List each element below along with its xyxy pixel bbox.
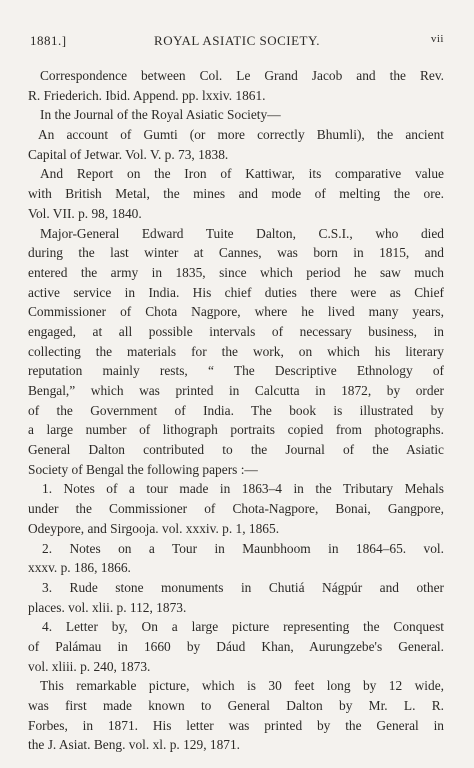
text-line: of Palámau in 1660 by Dáud Khan, Aurungzebe's General. (28, 638, 444, 654)
text-line: vol. xliii. p. 240, 1873. (28, 658, 151, 674)
text-line: the J. Asiat. Beng. vol. xl. p. 129, 1871. (28, 737, 241, 753)
text-line: places. vol. xlii. p. 112, 1873. (28, 599, 187, 615)
text-line: Correspondence between Col. Le Grand Jacob and the Rev. (40, 68, 444, 83)
text-line: Major-General Edward Tuite Dalton, C.S.I., who died (40, 225, 444, 241)
text-line: Commissioner of Chota Nagpore, where he lived many years, (28, 304, 444, 320)
page-body (28, 66, 444, 755)
text-line: entered the army in 1835, since which period he saw much (28, 264, 444, 280)
text-line: engaged, at all possible intervals of necessary business, in (28, 323, 444, 339)
text-line: under the Commissioner of Chota-Nagpore, Bonai, Gangpore, (28, 501, 444, 517)
text-line: a large number of lithograph portraits copied from photographs. (28, 422, 444, 438)
text-line: 1. Notes of a tour made in 1863–4 in the Tributary Mehals (42, 481, 444, 497)
text-line: In the Journal of the Royal Asiatic Society— (40, 107, 281, 123)
text-line: active service in India. His chief duties there were as Chief (28, 284, 444, 300)
header-year: 1881.] (30, 33, 67, 48)
text-line: Vol. VII. p. 98, 1840. (28, 205, 142, 221)
text-line: Forbes, in 1871. His letter was printed by the General in (28, 717, 444, 733)
header-page-number: vii (430, 33, 444, 45)
text-line: And Report on the Iron of Kattiwar, its comparative value (40, 166, 444, 182)
text-line: xxxv. p. 186, 1866. (28, 560, 131, 576)
text-line: 2. Notes on a Tour in Maunbhoom in 1864–65. vol. (42, 540, 444, 556)
text-line: Odeypore, and Sirgooja. vol. xxxiv. p. 1, 1865. (28, 520, 280, 536)
text-line: was first made known to General Dalton by Mr. L. R. (28, 698, 444, 713)
text-line: R. Friederich. Ibid. Append. pp. lxxiv. 1861. (28, 87, 266, 103)
text-line: reputation mainly rests, “ The Descriptive Ethnology of (28, 363, 444, 379)
text-line: An account of Gumti (or more correctly Bhumli), the ancient (38, 127, 444, 143)
running-header (30, 33, 444, 53)
text-line: Capital of Jetwar. Vol. V. p. 73, 1838. (28, 146, 229, 162)
text-line: 3. Rude stone monuments in Chutiá Nágpúr and other (42, 579, 444, 595)
text-line: This remarkable picture, which is 30 feet long by 12 wide, (40, 678, 444, 694)
text-line: General Dalton contributed to the Journal of the Asiatic (28, 442, 444, 458)
text-line: with British Metal, the mines and mode of melting the ore. (28, 186, 444, 202)
header-title: ROYAL ASIATIC SOCIETY. (154, 33, 320, 48)
text-line: Society of Bengal the following papers :— (28, 461, 258, 477)
text-line: collecting the materials for the work, on which his literary (28, 343, 444, 359)
text-line: during the last winter at Cannes, was born in 1815, and (28, 245, 444, 261)
text-line: 4. Letter by, On a large picture representing the Conquest (42, 619, 444, 635)
text-line: Bengal,” which was printed in Calcutta in 1872, by order (28, 383, 444, 398)
text-line: of the Government of India. The book is illustrated by (28, 402, 444, 418)
